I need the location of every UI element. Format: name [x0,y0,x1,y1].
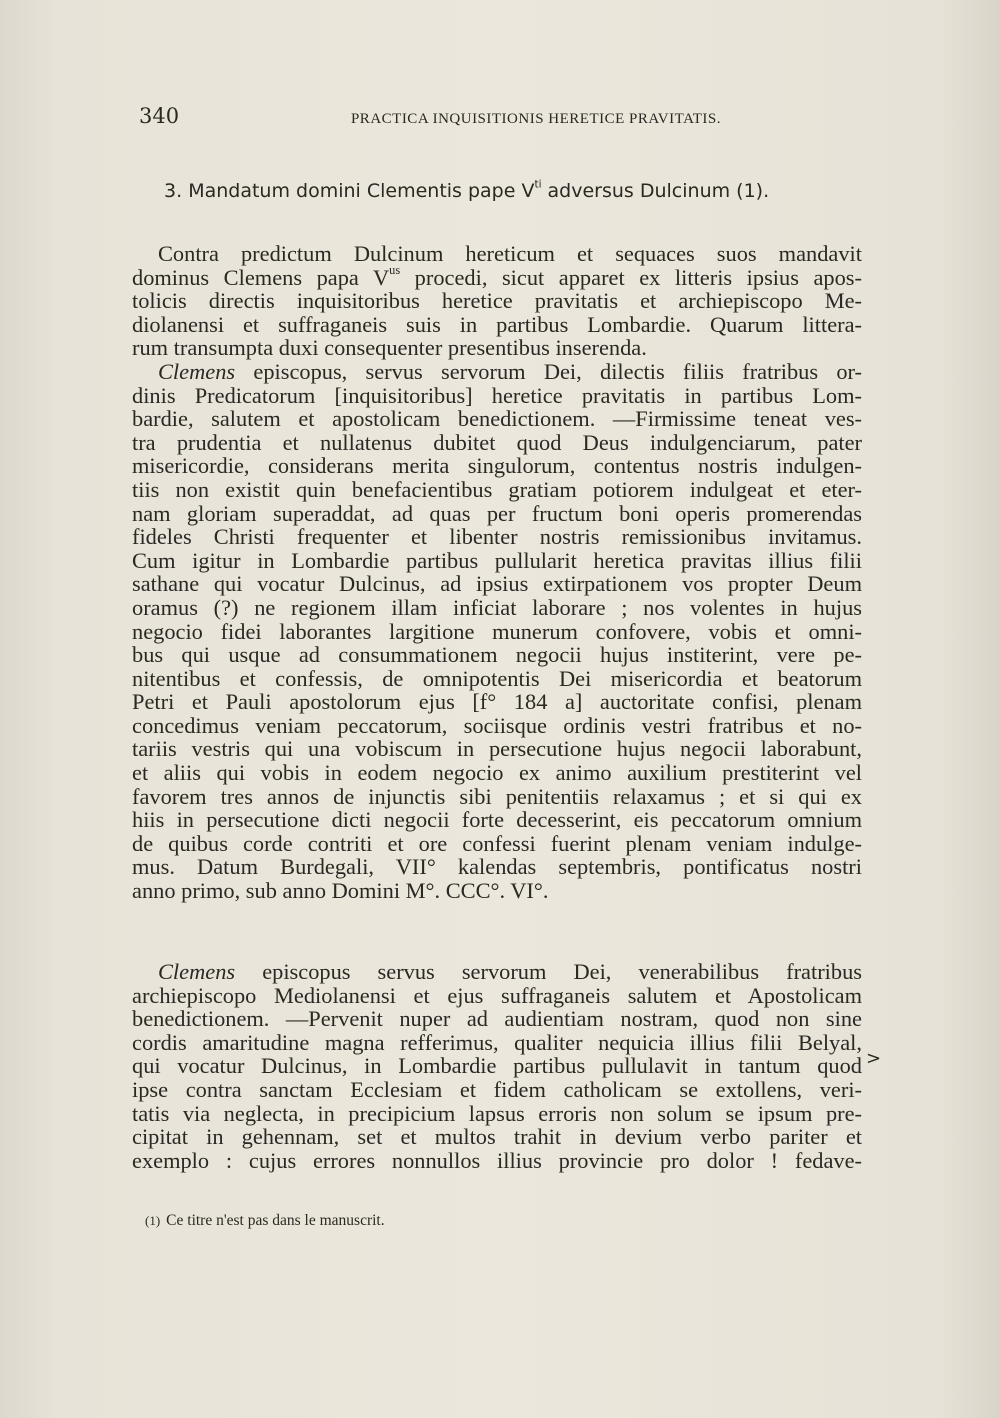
text-line: bardie, salutem et apostolicam benedictionem. —Firmissime teneat ves- [132,406,862,432]
section-number: 3. [164,180,183,202]
text-line: ipse contra sanctam Ecclesiam et fidem catholicam se extollens, veri- [132,1076,862,1102]
text-line [132,360,862,384]
letter-opening-word: Clemens [158,959,236,984]
text-line: bus qui usque ad consummationem negocii hujus institerint, vere pe- [132,642,862,668]
text-line: cipitat in gehennam, set et multos trahit in devium verbo pariter et [132,1124,862,1150]
text-line: diolanensi et suffraganeis suis in partibus Lombardie. Quarum littera- [132,311,862,337]
text-line [132,960,862,984]
text-line: negocio fidei laborantes largitione munerum confovere, vobis et omni- [132,618,862,644]
text-line: mus. Datum Burdegali, VII° kalendas septembris, pontificatus nostri [132,854,862,880]
text-line: dinis Predicatorum [inquisitoribus] heretice pravitatis in partibus Lom- [132,382,862,408]
margin-mark: > [866,1048,882,1069]
intro-paragraph [132,242,862,360]
text-line: Contra predictum Dulcinum hereticum et sequaces suos mandavit [158,241,862,266]
footnote [145,1212,645,1230]
text-fragment: procedi, sicut apparet ex litteris ipsius apos- [400,264,862,290]
footnote-number: (1) [145,1213,161,1228]
section-heading [164,180,864,202]
text-line: tra prudentia et nullatenus dubitet quod Deus indulgenciarum, pater [132,429,862,455]
text-line: tiis non existit quin benefacientibus gratiam potiorem indulgeat et eter- [132,476,862,502]
text-fragment: dominus Clemens papa V [132,264,390,290]
text-line: tariis vestris qui una vobiscum in persecutione hujus negocii laborabunt, [132,736,862,762]
text-line: tolicis directis inquisitoribus heretice pravitatis et archiepiscopo Me- [132,288,862,314]
letter-opening-word: Clemens [158,358,236,384]
text-line: fideles Christi frequenter et libenter nostris remissionibus invitamus. [132,524,862,550]
text-line: cordis amaritudine magna refferimus, qualiter nequicia illius filii Belyal, [132,1029,862,1055]
page-number: 340 [139,104,180,128]
text-line: de quibus corde contriti et ore confessi fuerint plenam veniam indulge- [132,830,862,856]
running-header [139,104,721,134]
text-line: Petri et Pauli apostolorum ejus [f° 184 a] auctoritate confisi, plenam [132,689,862,715]
text-line: anno primo, sub anno Domini M°. CCC°. VI°. [132,878,549,904]
section-title-pre: Mandatum domini Clementis pape V [188,180,535,202]
text-fragment: episcopus servus servorum Dei, venerabilibus fratribus [235,959,862,984]
text-line: sathane qui vocatur Dulcinus, ad ipsius extirpationem vos propter Deum [132,571,862,597]
text-line: rum transumpta duxi consequenter presentibus inserenda. [132,335,647,361]
section-title-sup: ti [534,178,542,191]
section-title-post: adversus Dulcinum (1). [541,180,770,202]
text-line: favorem tres annos de injunctis sibi penitentiis relaxamus ; et si qui ex [132,783,862,809]
running-title: PRACTICA INQUISITIONIS HERETICE PRAVITATIS. [350,111,721,127]
text-line: exemplo : cujus errores nonnullos illius provincie pro dolor ! fedave- [132,1147,862,1173]
footnote-text: Ce titre n'est pas dans le manuscrit. [166,1212,385,1229]
letter-two [132,960,862,1172]
text-line: archiepiscopo Mediolanensi et ejus suffraganeis salutem et Apostolicam [132,982,862,1008]
text-fragment: episcopus, servus servorum Dei, dilectis filiis fratribus or- [235,358,862,384]
text-line: et aliis qui vobis in eodem negocio ex animo auxilium prestiterint vel [132,760,862,786]
text-line: qui vocatur Dulcinus, in Lombardie partibus pullulavit in tantum quod [132,1053,862,1079]
letter-one [132,360,862,903]
text-line: nam gloriam superaddat, ad quas per fructum boni operis promerendas [132,500,862,526]
superscript: us [389,262,401,277]
text-line: tatis via neglecta, in precipicium lapsus erroris non solum se ipsum pre- [132,1100,862,1126]
text-line: hiis in persecutione dicti negocii forte decesserint, eis peccatorum omnium [132,807,862,833]
body-text [132,242,862,903]
text-line [132,262,862,290]
text-line: misericordie, considerans merita singulorum, contentus nostris indulgen- [132,453,862,479]
body-text-continued [132,960,862,1172]
text-line: concedimus veniam peccatorum, sociisque ordinis vestri fratribus et no- [132,712,862,738]
text-line: nitentibus et confessis, de omnipotentis Dei misericordia et beatorum [132,665,862,691]
text-line: oramus (?) ne regionem illam inficiat laborare ; nos volentes in hujus [132,594,862,620]
text-line: Cum igitur in Lombardie partibus pullularit heretica pravitas illius filii [132,547,862,573]
text-line: benedictionem. —Pervenit nuper ad audientiam nostram, quod non sine [132,1006,862,1032]
